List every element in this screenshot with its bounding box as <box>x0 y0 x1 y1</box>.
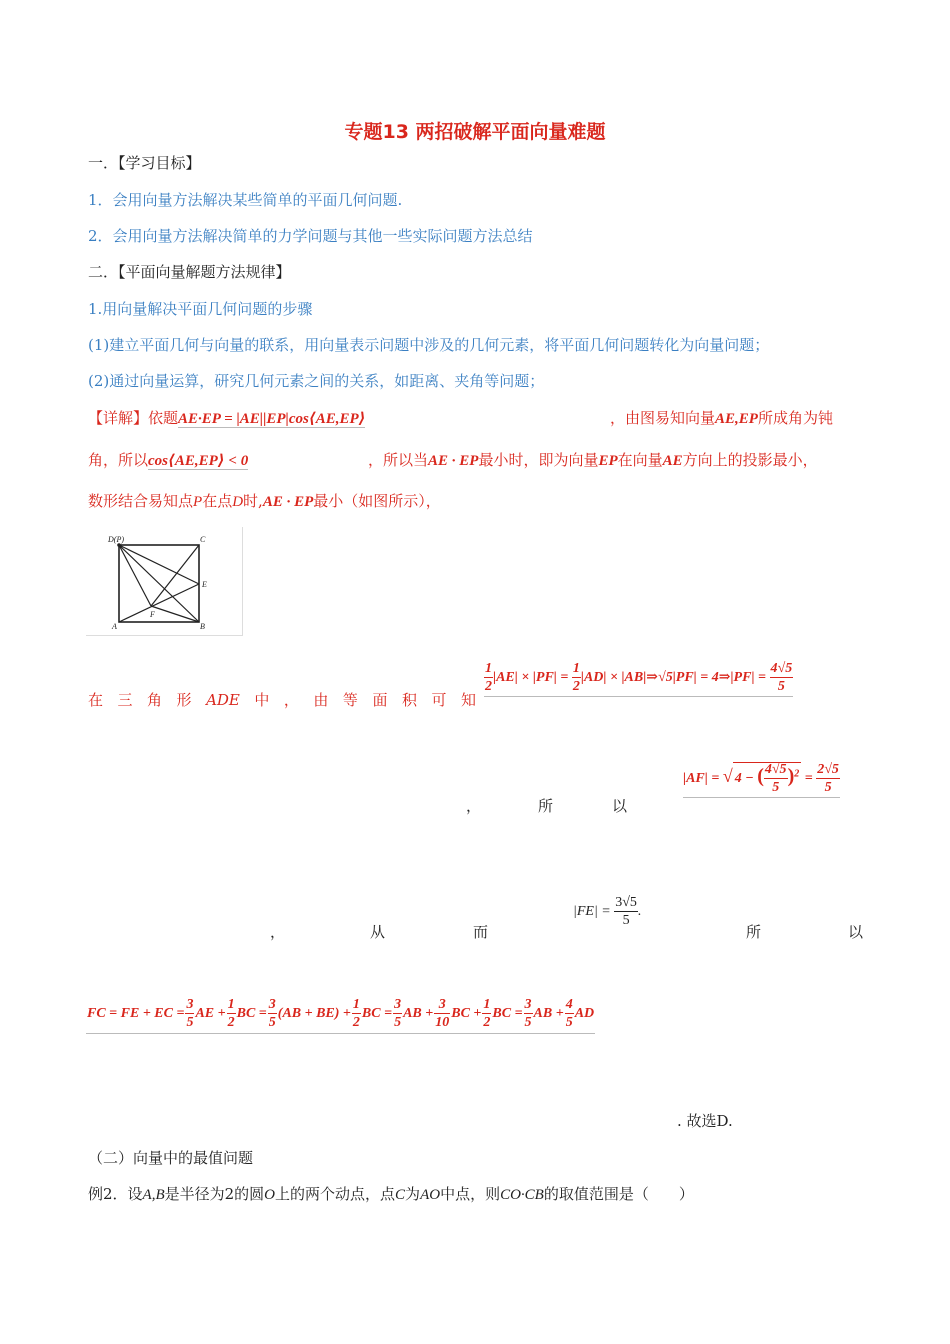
geometry-figure <box>86 527 243 636</box>
fc-fraction <box>268 998 277 1030</box>
frac-num: 3 <box>434 998 450 1014</box>
frac-result <box>816 763 840 795</box>
frac-num: 1 <box>572 661 580 676</box>
fe-suo: 所 <box>746 923 762 941</box>
ex2-text: 的取值范围是（ ） <box>543 1185 694 1203</box>
tri-char: 可 <box>431 691 447 709</box>
sqrt-icon: √ <box>722 766 733 787</box>
label-a: A <box>112 622 117 631</box>
fe-cong: 从 <box>370 923 386 941</box>
goal-item-1: 1．会用向量方法解决某些简单的平面几何问题. <box>88 191 403 209</box>
tri-char: 积 <box>401 691 417 709</box>
formula-ae-ep: AE · EP <box>428 453 479 469</box>
step-item-2: (2)通过向量运算，研究几何元素之间的关系，如距离、夹角等问题； <box>88 372 545 390</box>
frac-den: 5 <box>772 780 780 795</box>
frac-num: 1 <box>227 997 235 1012</box>
frac-den: 5 <box>524 1015 532 1030</box>
fc-fraction <box>482 998 491 1030</box>
formula-ep: EP <box>598 453 618 469</box>
ex2-text: 中点，则 <box>440 1185 501 1203</box>
frac-num: 3 <box>268 997 276 1012</box>
tri-ade: ADE <box>206 691 240 709</box>
frac-den: 5 <box>622 913 630 928</box>
detail-line-1 <box>88 408 365 429</box>
af-comma: ， <box>466 797 482 815</box>
tri-char: 三 <box>117 691 133 709</box>
detail-line-3 <box>88 491 441 512</box>
detail-line-2-right <box>368 450 818 471</box>
fc-fraction <box>434 998 450 1030</box>
frac-half <box>484 662 493 694</box>
detail-line-2 <box>88 450 248 471</box>
formula-cos-negative: cos⟨AE,EP⟩ < 0 <box>148 453 249 469</box>
formula-ae-ep-2: AE · EP <box>262 494 314 510</box>
ex2-math-c: C <box>395 1187 406 1203</box>
fc-fraction <box>185 998 194 1030</box>
fe-comma: ， <box>270 923 286 941</box>
formula-equal-area <box>484 662 793 697</box>
detail-text-8: 方向上的投影最小， <box>682 451 818 469</box>
detail-tag: 【详解】 <box>88 409 149 427</box>
goal-item-2: 2．会用向量方法解决简单的力学问题与其他一些实际问题方法总结 <box>88 227 533 245</box>
frac-den: 2 <box>483 1015 491 1030</box>
fc-term: BC = <box>361 1006 393 1022</box>
detail-text-10: 在点 <box>202 492 233 510</box>
formula-part: |AE| × |PF| = <box>493 670 569 686</box>
formula-part: |FE| = <box>573 904 611 920</box>
frac-den: 5 <box>186 1015 194 1030</box>
exponent: 2 <box>794 768 800 780</box>
label-e: E <box>202 580 207 589</box>
fc-fraction <box>352 998 361 1030</box>
frac-result <box>770 662 794 694</box>
square-diagram <box>86 527 242 635</box>
section-heading-extremum: （二）向量中的最值问题 <box>88 1149 254 1167</box>
frac-inner <box>764 763 788 795</box>
frac-den: 2 <box>227 1015 235 1030</box>
frac-den: 5 <box>824 780 832 795</box>
label-f: F <box>150 610 155 619</box>
frac-num: 3 <box>186 997 194 1012</box>
formula-part: |AD| × |AB|⇒√5|PF| = 4⇒|PF| = <box>580 670 767 686</box>
frac-den: 2 <box>572 679 580 694</box>
tri-char: 面 <box>372 691 388 709</box>
frac-fe <box>614 896 638 928</box>
frac-half <box>572 662 581 694</box>
fc-term: AB + <box>403 1006 434 1022</box>
tri-char: 角 <box>147 691 163 709</box>
frac-den: 5 <box>777 679 785 694</box>
fc-fraction <box>565 998 574 1030</box>
frac-num: 4√5 <box>764 762 787 777</box>
frac-num: 4√5 <box>770 661 793 676</box>
frac-den: 2 <box>485 679 492 694</box>
tri-char: 形 <box>176 691 192 709</box>
section-heading-methods: 二．【平面向量解题方法规律】 <box>88 263 291 281</box>
detail-text-3: 所成角为钝 <box>757 409 833 427</box>
fc-term: BC = <box>236 1006 267 1022</box>
detail-text-12: 最小（如图所示）， <box>313 492 441 510</box>
detail-text-9: 数形结合易知点 <box>88 492 194 510</box>
ex2-text: 为 <box>405 1185 421 1203</box>
label-c: C <box>200 535 206 544</box>
frac-num: 3 <box>394 997 402 1012</box>
label-dp: D(P) <box>108 535 124 544</box>
fc-term: BC = <box>492 1006 523 1022</box>
frac-den: 5 <box>394 1015 402 1030</box>
label-b: B <box>200 622 205 631</box>
fc-fraction <box>524 998 533 1030</box>
frac-den: 5 <box>268 1015 276 1030</box>
fc-term: (AB + BE) + <box>277 1006 351 1022</box>
steps-heading: 1.用向量解决平面几何问题的步骤 <box>88 300 313 318</box>
frac-den: 5 <box>565 1015 573 1030</box>
ex2-math-ao: AO <box>420 1187 441 1203</box>
formula-dot-product: AE·EP = |AE||EP|cos⟨AE,EP⟩ <box>178 411 366 427</box>
ex2-math-ab: A,B <box>142 1187 165 1203</box>
fc-fraction <box>393 998 402 1030</box>
tri-char: 等 <box>342 691 358 709</box>
conclusion-text: . 故选D. <box>677 1112 733 1130</box>
formula-af: |AF| = √ 4 − ( $\frac{4√5}{5}$ )$^2$ = $\frac{2√5}{5}$ <box>683 762 840 798</box>
formula-ae: AE <box>662 453 683 469</box>
formula-fc <box>86 998 595 1034</box>
frac-num: 3 <box>524 997 532 1012</box>
detail-text-11: 时, <box>243 492 263 510</box>
frac-num: 4 <box>565 997 573 1012</box>
example-2 <box>88 1184 694 1205</box>
point-d: D <box>232 494 244 510</box>
frac-num: 1 <box>485 661 492 676</box>
detail-text-7: 在向量 <box>617 451 663 469</box>
detail-text-6: 最小时，即为向量 <box>478 451 599 469</box>
detail-text-1: 依题 <box>148 409 179 427</box>
formula-part: . <box>637 904 642 920</box>
fe-er: 而 <box>473 923 489 941</box>
fc-term: AB + <box>533 1006 564 1022</box>
tri-text <box>88 690 476 710</box>
section-heading-goals: 一．【学习目标】 <box>88 154 201 172</box>
frac-num: 3√5 <box>615 895 637 910</box>
tri-char: 在 <box>88 691 104 709</box>
fe-yi: 以 <box>848 923 864 941</box>
fc-fraction <box>227 998 236 1030</box>
tri-char: 由 <box>313 691 329 709</box>
detail-text-2: ，由图易知向量 <box>610 409 716 427</box>
frac-num: 1 <box>352 997 360 1012</box>
formula-vectors: AE,EP <box>715 411 758 427</box>
frac-den: 2 <box>352 1015 360 1030</box>
ex2-text: 例2．设 <box>88 1185 143 1203</box>
ex2-math-co-cb: CO·CB <box>500 1187 544 1203</box>
tri-char: 中 <box>254 691 270 709</box>
frac-den: 10 <box>435 1015 450 1030</box>
detail-line-1-right <box>610 408 833 429</box>
formula-part: |AF| = <box>683 771 720 787</box>
af-yi: 以 <box>612 797 628 815</box>
ex2-math-o: O <box>264 1187 276 1203</box>
detail-text-4: 角，所以 <box>88 451 149 469</box>
frac-num: 1 <box>483 997 491 1012</box>
fc-term: BC + <box>451 1006 482 1022</box>
tri-char: ， <box>283 691 299 709</box>
ex2-text: 是半径为2的圆 <box>164 1185 265 1203</box>
fc-term: FC = FE + EC = <box>87 1006 185 1022</box>
formula-part: 4 − <box>734 771 754 787</box>
tri-char: 知 <box>460 691 476 709</box>
page-title: 专题13 两招破解平面向量难题 <box>344 121 606 143</box>
fc-term: AD <box>574 1006 595 1022</box>
step-item-1: (1)建立平面几何与向量的联系，用向量表示问题中涉及的几何元素，将平面几何问题转化为向量问题； <box>88 336 770 354</box>
fc-term: AE + <box>195 1006 226 1022</box>
point-p: P <box>193 494 203 510</box>
detail-text-5: ，所以当 <box>368 451 429 469</box>
af-suo: 所 <box>538 797 554 815</box>
formula-part: = <box>804 771 813 787</box>
ex2-text: 上的两个动点，点 <box>275 1185 396 1203</box>
frac-num: 2√5 <box>817 762 839 777</box>
formula-fe <box>573 896 641 928</box>
